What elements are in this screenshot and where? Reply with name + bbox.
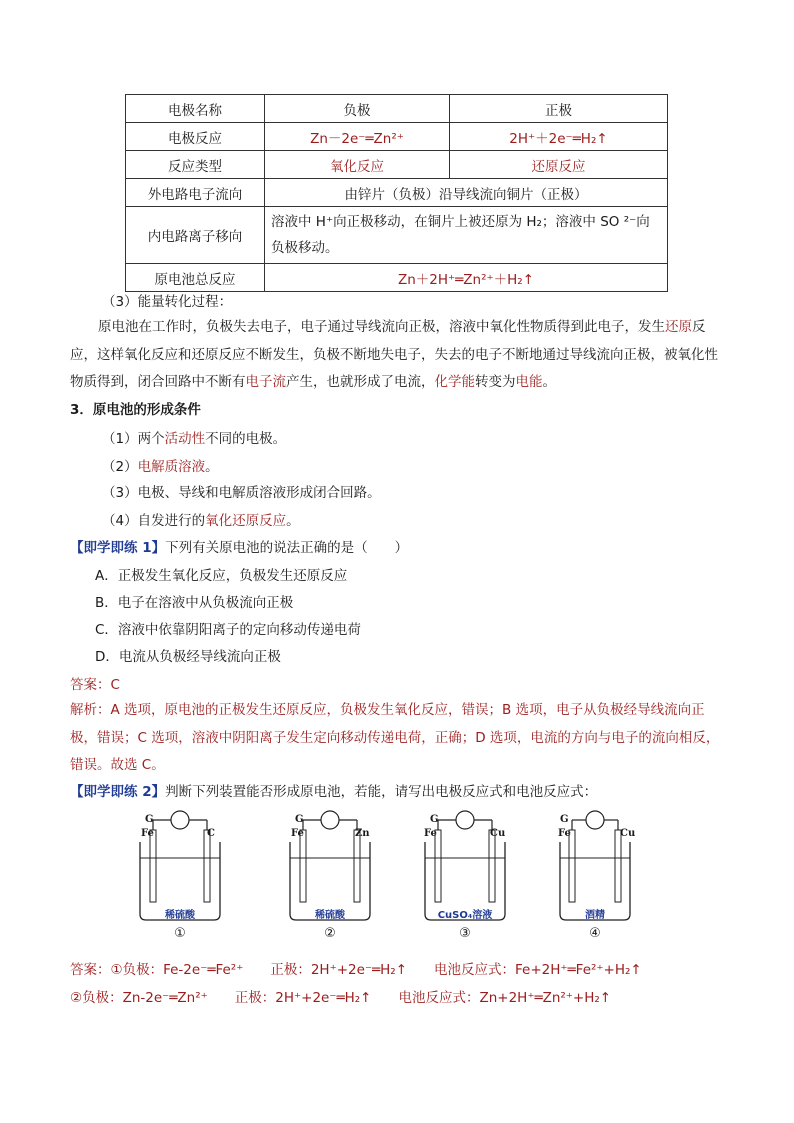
device-number: ③ (459, 926, 471, 941)
device-figure (135, 810, 225, 945)
energy-paragraph (70, 314, 730, 397)
left-electrode-label: Fe (291, 828, 304, 839)
cond-highlight: 电解质溶液 (137, 459, 206, 475)
para-text: 转变为 (475, 374, 516, 390)
galvanometer-label: G (560, 814, 569, 825)
para-highlight: 电能 (515, 374, 543, 390)
solution-label: 稀硫酸 (165, 910, 195, 921)
row-label: 电极反应 (126, 123, 265, 151)
galvanometer-label: G (145, 814, 154, 825)
device-figure (550, 810, 640, 945)
solution-label: 稀硫酸 (315, 910, 345, 921)
condition-item (102, 481, 381, 501)
positive-cell: 正极 (450, 95, 668, 123)
row-label: 内电路离子移向 (126, 207, 265, 264)
negative-cell: 氧化反应 (265, 151, 450, 179)
exercise-1-question (70, 536, 408, 556)
exercise-2-question (70, 780, 597, 800)
table-row (126, 179, 668, 207)
cond-text: 。 (205, 459, 219, 475)
left-electrode-label: Fe (424, 828, 437, 839)
question-text: 下列有关原电池的说法正确的是（ ） (165, 540, 409, 556)
positive-cell: 还原反应 (450, 151, 668, 179)
row-label: 原电池总反应 (126, 264, 265, 292)
row-label: 反应类型 (126, 151, 265, 179)
cond-text: （4）自发进行的 (102, 513, 206, 529)
cond-text: （2） (102, 459, 138, 475)
external-flow-cell: 由锌片（负极）沿导线流向铜片（正极） (265, 179, 668, 207)
para-highlight: 电子流 (245, 374, 286, 390)
device-figure (285, 810, 375, 945)
option-a: A．正极发生氧化反应，负极发生还原反应 (95, 568, 348, 584)
condition-item (102, 509, 300, 529)
para-text: 产生，也就形成了电流， (286, 374, 435, 390)
galvanometer-label: G (295, 814, 304, 825)
table-row (126, 95, 668, 123)
row-label: 电极名称 (126, 95, 265, 123)
right-electrode-label: Cu (620, 828, 636, 839)
exercise-tag: 【即学即练 1】 (70, 540, 166, 556)
device-number: ④ (589, 926, 601, 941)
table-row (126, 123, 668, 151)
question-text: 判断下列装置能否形成原电池，若能，请写出电极反应式和电池反应式： (165, 784, 598, 800)
condition-item (102, 427, 286, 447)
option-b: B．电子在溶液中从负极流向正极 (95, 595, 294, 611)
device-number: ① (174, 926, 186, 941)
exercise-tag: 【即学即练 2】 (70, 784, 166, 800)
negative-cell: 负极 (265, 95, 450, 123)
para-text: 反应，这样氧化反应和还原反应不断发生，负极不断地失电子，失去的电子不断地通过导线流向正极，被氧化性物质得到，闭合回路中不断有 (70, 319, 718, 390)
section-heading: 3．原电池的形成条件 (70, 402, 201, 418)
table-row (126, 264, 668, 292)
cond-highlight: 活动性 (164, 431, 206, 447)
table-row (126, 151, 668, 179)
analysis-1: 解析：A 选项，原电池的正极发生还原反应，负极发生氧化反应，错误；B 选项，电子从负极经导线流向正极，错误；C 选项，溶液中阴阳离子发生定向移动传递电荷，正确；D 选项，电流的方向与电子的流向相反，错误。故选 C。 (70, 702, 720, 773)
cond-text: 不同的电极。 (205, 431, 287, 447)
negative-cell: Zn－2e⁻═Zn²⁺ (265, 123, 450, 151)
galvanometer-label: G (430, 814, 439, 825)
device-figure (420, 810, 510, 945)
cond-text: 。 (367, 485, 381, 501)
total-reaction-cell: Zn＋2H⁺═Zn²⁺＋H₂↑ (265, 264, 668, 292)
section-3-heading: （3）能量转化过程： (102, 294, 233, 310)
comparison-table (125, 94, 668, 292)
cond-text: 。 (286, 513, 300, 529)
option-d: D．电流从负极经导线流向正极 (95, 649, 281, 665)
table-row (126, 207, 668, 264)
answer-1: 答案：C (70, 677, 120, 693)
cond-text: （3）电极、导线和电解质溶液形成闭合回路 (102, 485, 368, 501)
cond-text: （1）两个 (102, 431, 165, 447)
device-figures (135, 810, 655, 945)
cond-highlight: 氧化还原反应 (205, 513, 287, 529)
solution-label: CuSO₄溶液 (437, 910, 493, 921)
device-number: ② (324, 926, 336, 941)
para-highlight: 化学能 (434, 374, 475, 390)
right-electrode-label: Zn (355, 828, 370, 839)
condition-item (102, 455, 219, 475)
left-electrode-label: Fe (141, 828, 154, 839)
para-text: 。 (542, 374, 556, 390)
positive-cell: 2H⁺＋2e⁻═H₂↑ (450, 123, 668, 151)
right-electrode-label: Cu (490, 828, 506, 839)
answer-2-line-1: 答案：①负极：Fe-2e⁻═Fe²⁺ 正极：2H⁺+2e⁻═H₂↑ 电池反应式：Fe+2H⁺═Fe²⁺+H₂↑ (70, 962, 642, 978)
internal-flow-cell: 溶液中 H⁺向正极移动，在铜片上被还原为 H₂；溶液中 SO ²⁻向负极移动。 (265, 207, 668, 264)
para-highlight: 还原 (665, 319, 692, 335)
right-electrode-label: C (207, 828, 215, 839)
left-electrode-label: Fe (558, 828, 571, 839)
answer-2-line-2: ②负极：Zn-2e⁻═Zn²⁺ 正极：2H⁺+2e⁻═H₂↑ 电池反应式：Zn+2H⁺═Zn²⁺+H₂↑ (70, 990, 612, 1006)
solution-label: 酒精 (585, 910, 605, 921)
para-text: 原电池在工作时，负极失去电子，电子通过导线流向正极，溶液中氧化性物质得到此电子，发生 (98, 319, 665, 335)
row-label: 外电路电子流向 (126, 179, 265, 207)
option-c: C．溶液中依靠阴阳离子的定向移动传递电荷 (95, 622, 361, 638)
